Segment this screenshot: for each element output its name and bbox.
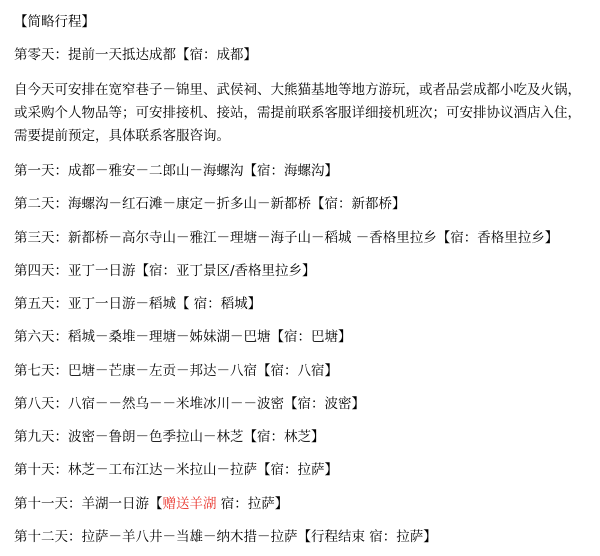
day-0: 第零天：提前一天抵达成都【宿：成都】	[14, 47, 257, 64]
day-4: 第四天：亚丁一日游【宿：亚丁景区/香格里拉乡】	[14, 262, 316, 279]
day-8: 第八天：八宿－－然乌－－米堆冰川－－波密【宿：波密】	[14, 395, 365, 412]
day-3: 第三天：新都桥－高尔寺山－雅江－理塘－海子山－稻城 －香格里拉乡【宿：香格里拉乡】	[14, 229, 559, 246]
document-title: 【简略行程】	[14, 14, 95, 30]
day-5: 第五天：亚丁一日游－稻城【 宿：稻城】	[14, 296, 262, 313]
day-2: 第二天：海螺沟－红石滩－康定－折多山－新都桥【宿：新都桥】	[14, 196, 406, 213]
itinerary-content	[14, 12, 590, 547]
day-9: 第九天：波密－鲁朗－色季拉山－林芝【宿：林芝】	[14, 429, 325, 446]
day-6: 第六天：稻城－桑堆－理塘－姊妹湖－巴塘【宿：巴塘】	[14, 329, 352, 346]
intro-paragraph: 自今天可安排在宽窄巷子－锦里、武侯祠、大熊猫基地等地方游玩，或者品尝成都小吃及火锅，或采购个人物品等；可安排接机、接站，需提前联系客服详细接机班次；可安排协议酒店入住，需要提前预定，具体联系客服咨询。	[14, 81, 581, 144]
day-11	[14, 494, 590, 514]
day-7: 第七天：巴塘－芒康－左贡－邦达－八宿【宿：八宿】	[14, 362, 338, 379]
day-12: 第十二天：拉萨－羊八井－当雄－纳木措－拉萨【行程结束 宿：拉萨】	[14, 528, 437, 545]
plain-text: 第十一天：羊湖一日游【	[14, 495, 163, 512]
day-10: 第十天：林芝－工布江达－米拉山－拉萨【宿：拉萨】	[14, 462, 338, 479]
plain-text: 宿：拉萨】	[216, 495, 289, 512]
day-1: 第一天：成都－雅安－二郎山－海螺沟【宿：海螺沟】	[14, 163, 338, 180]
highlight-text: 赠送羊湖	[162, 495, 217, 512]
